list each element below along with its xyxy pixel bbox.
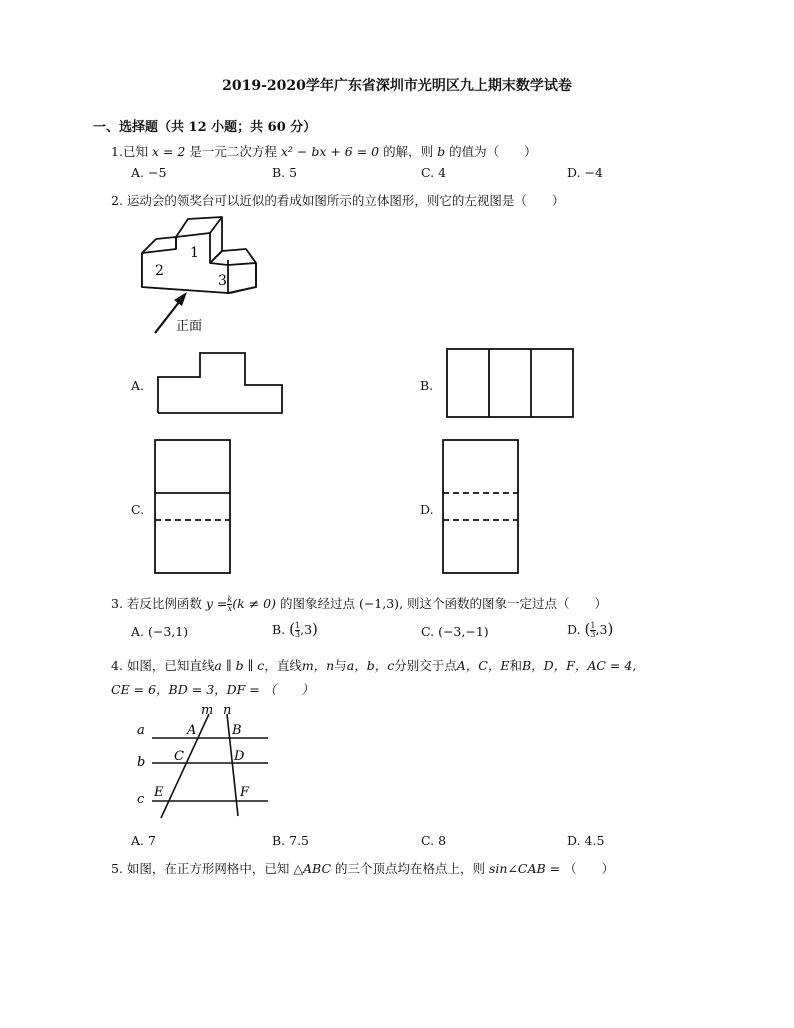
q1-text-b: 是一元二次方程 — [189, 144, 277, 159]
q4-option-d[interactable]: D. 4.5 — [567, 833, 605, 848]
q2-option-a-figure[interactable] — [155, 350, 285, 416]
q1-text-a: 已知 — [122, 144, 148, 159]
q5-sin: sin∠CAB = — [489, 861, 561, 876]
q2-option-b[interactable]: B. — [420, 378, 434, 393]
section-heading: 一、选择题（共 12 小题；共 60 分） — [93, 120, 317, 135]
label-B: B — [232, 723, 242, 738]
q3-option-d-tail: ,3 — [595, 622, 608, 637]
q4-text-e: 和 — [509, 658, 522, 673]
q1-eq1: x = 2 — [151, 144, 186, 159]
label-D: D — [234, 749, 245, 764]
q3-option-b-num: 1 — [295, 621, 301, 630]
arrow-head-icon — [174, 292, 187, 306]
q5-text-a: 5. 如图，在正方形网格中，已知 — [111, 861, 290, 876]
q3-option-d-letter: D. — [567, 622, 581, 637]
question-4-line-2: CE = 6，BD = 3，DF = （ ） — [111, 682, 314, 697]
q5-text-b: 的三个顶点均在格点上，则 — [335, 861, 486, 876]
q4-text-a: 4. 如图，已知直线 — [111, 658, 215, 673]
q3-option-b-tail: ,3 — [300, 622, 313, 637]
front-label: 正面 — [176, 319, 203, 334]
podium-figure — [130, 205, 270, 335]
q4-math-3: a，b，c — [346, 658, 395, 673]
q3-text-b: 的图象经过点 — [279, 596, 355, 611]
question-number: 1. — [111, 144, 123, 159]
q4-text-b: ，直线 — [264, 658, 302, 673]
label-c: c — [137, 792, 145, 807]
q4-math-1: a ∥ b ∥ c — [214, 658, 265, 673]
q4-math-5: B，D，F，AC = 4, — [521, 658, 637, 673]
q3-func: y = — [205, 596, 228, 611]
question-3 — [111, 594, 607, 613]
q2-option-c[interactable]: C. — [131, 502, 145, 517]
q1-var: b — [437, 144, 446, 159]
parallel-lines-figure — [130, 702, 280, 827]
q3-option-b-den: 3 — [295, 630, 301, 639]
label-m: m — [201, 703, 214, 718]
q2-option-b-figure[interactable] — [445, 347, 575, 419]
label-a: a — [137, 723, 145, 738]
q2-option-d[interactable]: D. — [420, 502, 434, 517]
q4-option-b[interactable]: B. 7.5 — [272, 833, 310, 848]
q4-option-c[interactable]: C. 8 — [421, 833, 447, 848]
q1-eq2: x² − bx + 6 = 0 — [280, 144, 380, 159]
label-A: A — [187, 723, 197, 738]
q1-option-d[interactable]: D. −4 — [567, 165, 603, 180]
question-4-line-1 — [111, 656, 636, 674]
q3-point: (−1,3) — [358, 596, 400, 611]
q3-option-d-num: 1 — [590, 621, 596, 630]
q1-text-c: 的解，则 — [383, 144, 434, 159]
q5-text-c: （ ） — [564, 861, 615, 876]
podium-label-1: 1 — [190, 245, 199, 261]
label-E: E — [154, 785, 164, 800]
q4-text-c: 与 — [334, 658, 347, 673]
q3-text-a: 3. 若反比例函数 — [111, 596, 202, 611]
q2-option-c-figure[interactable] — [153, 438, 233, 576]
q3-option-d-den: 3 — [590, 630, 596, 639]
q3-frac-den: x — [227, 604, 233, 613]
label-F: F — [240, 785, 250, 800]
q3-option-c[interactable]: C. (−3,−1) — [421, 624, 489, 639]
q4-math-2: m，n — [301, 658, 335, 673]
q3-option-b[interactable]: B. ( $\frac{1}{3}$ ,3) — [272, 620, 318, 639]
q3-option-a[interactable]: A. (−3,1) — [131, 624, 189, 639]
q2-option-d-figure[interactable] — [441, 438, 521, 576]
exam-title: 2019-2020学年广东省深圳市光明区九上期末数学试卷 — [222, 78, 572, 94]
q4-text-d: 分别交于点 — [394, 658, 457, 673]
q3-frac-num: k — [227, 595, 233, 604]
q4-math-4: A，C，E — [456, 658, 510, 673]
label-C: C — [174, 749, 184, 764]
question-5 — [111, 859, 614, 877]
q1-option-c[interactable]: C. 4 — [421, 165, 447, 180]
q3-cond: (k ≠ 0) — [232, 596, 276, 611]
q2-option-a[interactable]: A. — [131, 378, 145, 393]
podium-label-3: 3 — [218, 273, 227, 289]
q1-text-d: 的值为（ ） — [449, 144, 537, 159]
q5-triangle: △ABC — [293, 861, 332, 876]
q4-option-a[interactable]: A. 7 — [131, 833, 156, 848]
label-b: b — [137, 755, 146, 770]
label-n: n — [223, 703, 232, 718]
podium-label-2: 2 — [155, 263, 164, 279]
q1-option-b[interactable]: B. 5 — [272, 165, 298, 180]
question-1 — [111, 142, 537, 160]
q3-option-d[interactable]: D. ( $\frac{1}{3}$ ,3) — [567, 620, 614, 639]
q1-option-a[interactable]: A. −5 — [131, 165, 167, 180]
question-2: 2. 运动会的领奖台可以近似的看成如图所示的立体图形，则它的左视图是（ ） — [111, 193, 565, 208]
q3-text-c: , 则这个函数的图象一定过点（ ） — [399, 596, 608, 611]
q3-option-b-letter: B. — [272, 622, 286, 637]
